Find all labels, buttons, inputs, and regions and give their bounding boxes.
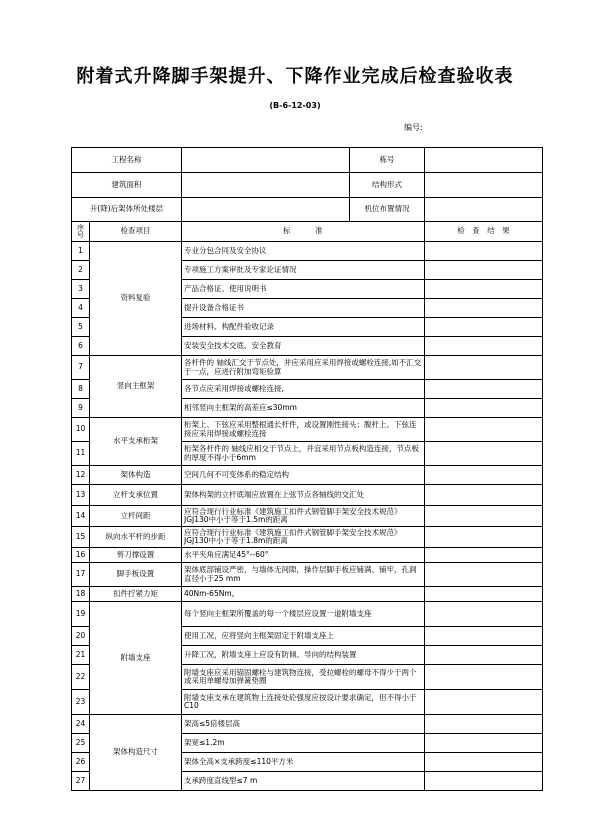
row-result[interactable]	[425, 772, 543, 791]
row-result[interactable]	[425, 399, 543, 418]
building-no-value[interactable]	[425, 148, 543, 173]
row-number: 19	[72, 602, 90, 627]
table-row	[72, 242, 543, 261]
row-number: 17	[72, 563, 90, 587]
info-row-area	[72, 173, 543, 198]
table-row	[72, 602, 543, 627]
row-standard: 附墙支座应采用锚固螺栓与建筑物连接，受拉螺栓的螺母不得少于两个或采用单螺母加弹簧垫圈	[182, 665, 425, 690]
row-item: 纵向水平杆的步距	[90, 527, 182, 548]
row-result[interactable]	[425, 242, 543, 261]
inspection-table	[71, 147, 543, 791]
row-number: 23	[72, 690, 90, 715]
row-number: 22	[72, 665, 90, 690]
row-number: 4	[72, 299, 90, 318]
row-result[interactable]	[425, 261, 543, 280]
form-code: (B-6-12-03)	[269, 101, 321, 110]
row-standard: 空间几何不可变体系的稳定结构	[182, 466, 425, 485]
row-standard: 40Nm-65Nm。	[182, 587, 425, 602]
row-number: 26	[72, 753, 90, 772]
row-item: 立杆支承位置	[90, 485, 182, 506]
row-standard: 各节点应采用焊接或螺栓连接,	[182, 380, 425, 399]
row-result[interactable]	[425, 506, 543, 527]
floor-value[interactable]	[182, 198, 350, 222]
floor-label: 升(降)后架体所处楼层	[72, 198, 182, 222]
row-standard: 专项施工方案审批及专家论证情况	[182, 261, 425, 280]
area-label: 建筑面积	[72, 173, 182, 198]
table-row	[72, 485, 543, 506]
header-seq: 序号	[72, 222, 90, 242]
row-result[interactable]	[425, 466, 543, 485]
row-standard: 专业分包合同及安全协议	[182, 242, 425, 261]
row-result[interactable]	[425, 280, 543, 299]
row-standard: 应符合现行行业标准《建筑施工扣件式钢管脚手架安全技术规范》JGJ130中小于等于1.5m的距离	[182, 506, 425, 527]
info-row-floor	[72, 198, 543, 222]
row-result[interactable]	[425, 418, 543, 442]
row-number: 18	[72, 587, 90, 602]
group-label-docs: 资料复验	[90, 242, 182, 356]
table-row	[72, 356, 543, 380]
row-result[interactable]	[425, 318, 543, 337]
table-row	[72, 418, 543, 442]
group-label-truss: 水平支承桁架	[90, 418, 182, 466]
row-number: 6	[72, 337, 90, 356]
table-row	[72, 587, 543, 602]
project-name-label: 工程名称	[72, 148, 182, 173]
row-standard: 架高≤5倍楼层高	[182, 715, 425, 734]
group-label-wall-support: 附墙支座	[90, 602, 182, 715]
row-number: 13	[72, 485, 90, 506]
row-standard: 桁架上、下弦应采用整根通长杆件，或设置刚性接头；腹杆上、下弦连接应采用焊接或螺栓连接	[182, 418, 425, 442]
row-result[interactable]	[425, 646, 543, 665]
row-number: 21	[72, 646, 90, 665]
row-standard: 架体构架的立杆底端应放置在上弦节点各轴线的交汇处	[182, 485, 425, 506]
info-row-project	[72, 148, 543, 173]
group-label-vertical-frame: 竖向主框架	[90, 356, 182, 418]
row-item: 扣件拧紧力矩	[90, 587, 182, 602]
row-number: 27	[72, 772, 90, 791]
row-number: 9	[72, 399, 90, 418]
row-result[interactable]	[425, 602, 543, 627]
row-standard: 附墙支座支承在建筑物上连接处砼强度应按设计要求确定，但不得小于C10	[182, 690, 425, 715]
row-result[interactable]	[425, 442, 543, 466]
header-result: 检 查 结 果	[425, 222, 543, 242]
row-standard: 安装安全技术交底、安全教育	[182, 337, 425, 356]
group-label-dimensions: 架体构造尺寸	[90, 715, 182, 791]
area-value[interactable]	[182, 173, 350, 198]
row-standard: 各杆件的 轴线汇交于节点处，并应采用应采用焊接或螺栓连接,如不汇交于一点，应进行附加弯矩验算	[182, 356, 425, 380]
row-standard: 升降工况，附墙支座上应设有防倾、导向的结构装置	[182, 646, 425, 665]
row-result[interactable]	[425, 690, 543, 715]
form-title: 附着式升降脚手架提升、下降作业完成后检查验收表	[76, 66, 514, 87]
row-standard: 水平夹角应满足45°--60°	[182, 548, 425, 563]
row-item: 剪刀撑设置	[90, 548, 182, 563]
row-result[interactable]	[425, 548, 543, 563]
row-item: 脚手板设置	[90, 563, 182, 587]
row-result[interactable]	[425, 380, 543, 399]
row-number: 5	[72, 318, 90, 337]
row-standard: 使用工况，应将竖向主框架固定于附墙支座上	[182, 627, 425, 646]
layout-label: 机位布置情况	[350, 198, 425, 222]
row-number: 1	[72, 242, 90, 261]
row-result[interactable]	[425, 356, 543, 380]
project-name-value[interactable]	[182, 148, 350, 173]
row-standard: 架宽≤1.2m	[182, 734, 425, 753]
row-number: 11	[72, 442, 90, 466]
table-row	[72, 563, 543, 587]
row-result[interactable]	[425, 734, 543, 753]
row-result[interactable]	[425, 563, 543, 587]
row-number: 24	[72, 715, 90, 734]
row-result[interactable]	[425, 715, 543, 734]
header-item: 检查项目	[90, 222, 182, 242]
row-number: 25	[72, 734, 90, 753]
row-result[interactable]	[425, 299, 543, 318]
table-row	[72, 466, 543, 485]
row-item: 架体构造	[90, 466, 182, 485]
row-result[interactable]	[425, 665, 543, 690]
row-result[interactable]	[425, 753, 543, 772]
row-result[interactable]	[425, 627, 543, 646]
header-row	[72, 222, 543, 242]
row-standard: 桁架各杆件的 轴线应相交于节点上，并宜采用节点板构造连接，节点板的厚度不得小于6mm	[182, 442, 425, 466]
building-no-label: 栋号	[350, 148, 425, 173]
row-standard: 支承跨度直线型≤7 m	[182, 772, 425, 791]
row-standard: 进场材料、构配件验收记录	[182, 318, 425, 337]
row-result[interactable]	[425, 337, 543, 356]
header-standard: 标 准	[182, 222, 425, 242]
row-number: 15	[72, 527, 90, 548]
row-result[interactable]	[425, 587, 543, 602]
row-standard: 架体底部铺设严密，与墙体无间隙，操作层脚手板应铺满、铺牢，孔洞直径小于25 mm	[182, 563, 425, 587]
row-result[interactable]	[425, 485, 543, 506]
row-number: 14	[72, 506, 90, 527]
structure-label: 结构形式	[350, 173, 425, 198]
table-row	[72, 715, 543, 734]
form-number-label: 编号:	[404, 123, 423, 132]
row-number: 8	[72, 380, 90, 399]
table-row	[72, 506, 543, 527]
row-number: 12	[72, 466, 90, 485]
row-standard: 相邻竖向主框架的高差应≤30mm	[182, 399, 425, 418]
table-row	[72, 548, 543, 563]
row-item: 立杆间距	[90, 506, 182, 527]
structure-value[interactable]	[425, 173, 543, 198]
table-row	[72, 527, 543, 548]
layout-value[interactable]	[425, 198, 543, 222]
row-number: 16	[72, 548, 90, 563]
row-standard: 每个竖向主框架所覆盖的每一个楼层应设置一道附墙支座	[182, 602, 425, 627]
row-standard: 架体全高×支承跨度≤110平方米	[182, 753, 425, 772]
row-number: 3	[72, 280, 90, 299]
row-result[interactable]	[425, 527, 543, 548]
row-number: 7	[72, 356, 90, 380]
row-number: 20	[72, 627, 90, 646]
row-standard: 产品合格证、使用说明书	[182, 280, 425, 299]
row-standard: 提升设备合格证书	[182, 299, 425, 318]
row-number: 2	[72, 261, 90, 280]
row-standard: 应符合现行行业标准《建筑施工扣件式钢管脚手架安全技术规范》JGJ130中小于等于1.8m的距离	[182, 527, 425, 548]
row-number: 10	[72, 418, 90, 442]
